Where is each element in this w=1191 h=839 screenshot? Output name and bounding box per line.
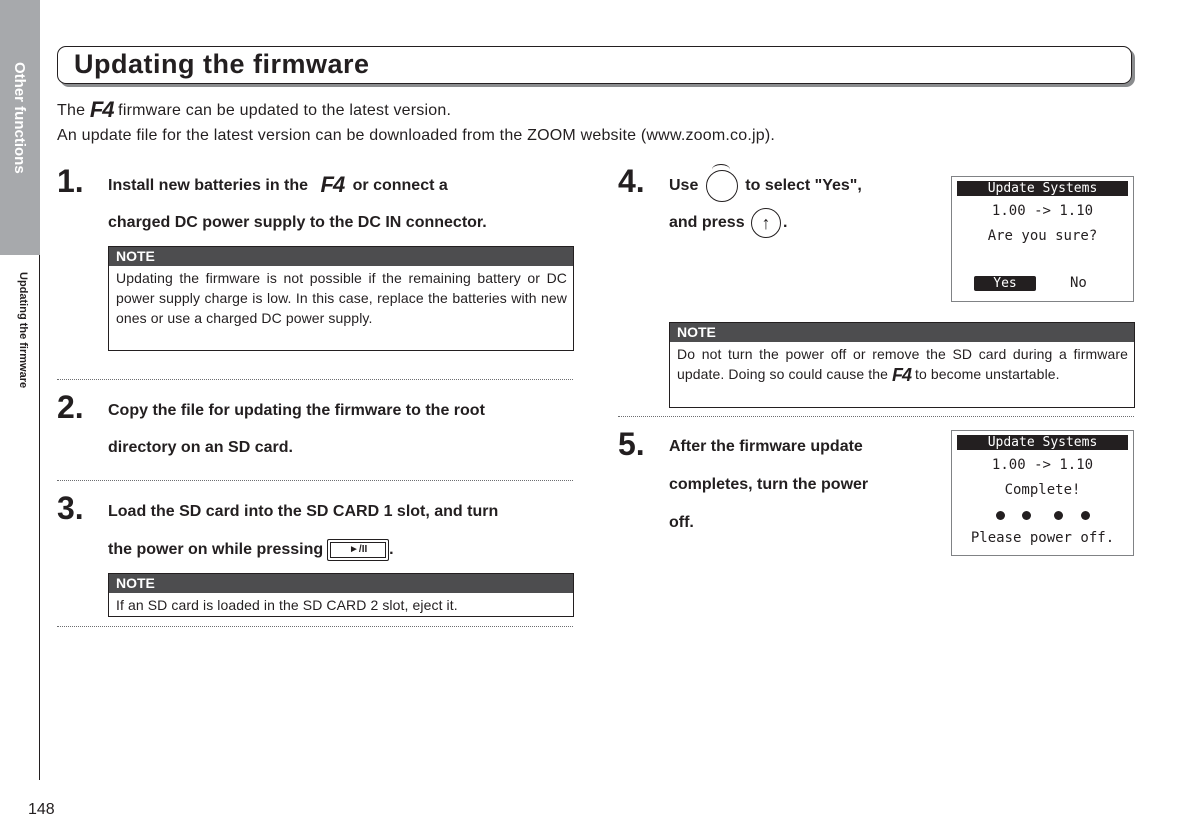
step-1-line-2: charged DC power supply to the DC IN connector.	[108, 214, 487, 231]
lcd-no-option: No	[1070, 275, 1087, 291]
page-number: 148	[28, 801, 55, 818]
note-body	[670, 342, 1134, 387]
step-text: or connect a	[352, 177, 448, 194]
divider	[57, 379, 573, 380]
step-text: to select "Yes",	[745, 177, 862, 195]
step-2-line-2: directory on an SD card.	[108, 439, 293, 456]
step-text: and press	[669, 214, 745, 232]
step-text: Use	[669, 177, 699, 195]
step-2-number: 2.	[57, 389, 84, 425]
step-2-line-1: Copy the file for updating the firmware to the root	[108, 402, 485, 419]
intro-line-1	[57, 97, 452, 122]
step-5-line-1: After the firmware update	[669, 438, 863, 455]
note-box-3	[108, 573, 574, 617]
lcd-message: Please power off.	[970, 530, 1115, 546]
step-1-line-1	[108, 172, 448, 197]
f4-logo: F4	[89, 97, 114, 122]
f4-logo: F4	[892, 365, 912, 385]
step-5-number: 5.	[618, 426, 645, 462]
step-4-line-1	[669, 170, 862, 202]
divider	[57, 626, 573, 627]
step-text: Install new batteries in the	[108, 177, 309, 194]
lcd-screen-complete	[951, 430, 1134, 556]
lcd-question: Are you sure?	[987, 228, 1098, 244]
progress-dot	[1054, 511, 1063, 520]
note-header: NOTE	[670, 323, 1134, 342]
lcd-status: Complete!	[1004, 482, 1081, 498]
progress-dot	[1081, 511, 1090, 520]
lcd-version: 1.00 -> 1.10	[991, 457, 1094, 473]
divider	[618, 416, 1134, 417]
intro-text: firmware can be updated to the latest version.	[118, 102, 452, 119]
lcd-header: Update Systems	[957, 181, 1128, 196]
note-box-4	[669, 322, 1135, 408]
progress-dot	[996, 511, 1005, 520]
section-tab[interactable]	[0, 0, 40, 255]
step-4-number: 4.	[618, 163, 645, 199]
lcd-header: Update Systems	[957, 435, 1128, 450]
note-box-1	[108, 246, 574, 351]
lcd-yes-option: Yes	[974, 276, 1036, 291]
step-5-line-3: off.	[669, 514, 694, 531]
play-pause-button-icon: ►/II	[327, 539, 389, 561]
step-3-line-1: Load the SD card into the SD CARD 1 slot, and turn	[108, 503, 499, 520]
step-4-line-2	[669, 208, 788, 238]
step-text: .	[389, 541, 394, 559]
note-text: to become unstartable.	[915, 366, 1060, 382]
note-text: Do not turn the power off or remove the SD card during a firmware update. Doing so could cause the	[677, 346, 1128, 382]
lcd-version: 1.00 -> 1.10	[991, 203, 1094, 219]
lcd-screen-confirm	[951, 176, 1134, 302]
section-tab-label: Other functions	[11, 62, 28, 174]
f4-logo: F4	[320, 172, 345, 197]
intro-line-2: An update file for the latest version can be downloaded from the ZOOM website (www.zoom.co.jp).	[57, 127, 775, 144]
step-3-line-2	[108, 539, 394, 561]
step-1-number: 1.	[57, 163, 84, 199]
note-header: NOTE	[109, 247, 573, 266]
subsection-label: Updating the firmware	[17, 272, 29, 389]
sidebar-divider	[39, 255, 40, 780]
step-text: the power on while pressing	[108, 541, 324, 559]
step-text: .	[783, 214, 788, 232]
dial-icon	[706, 170, 738, 202]
note-body: Updating the firmware is not possible if the remaining battery or DC power supply charge is low. In this case, replace the batteries with new ones or use a charged DC power supply.	[116, 270, 567, 326]
page-title: Updating the firmware	[74, 49, 370, 79]
title-banner	[57, 46, 1132, 84]
intro-text: The	[57, 102, 86, 119]
progress-dot	[1022, 511, 1031, 520]
push-dial-icon: ↑	[751, 208, 781, 238]
note-header: NOTE	[109, 574, 573, 593]
divider	[57, 480, 573, 481]
note-body: If an SD card is loaded in the SD CARD 2 slot, eject it.	[116, 597, 458, 613]
step-3-number: 3.	[57, 490, 84, 526]
step-5-line-2: completes, turn the power	[669, 476, 869, 493]
